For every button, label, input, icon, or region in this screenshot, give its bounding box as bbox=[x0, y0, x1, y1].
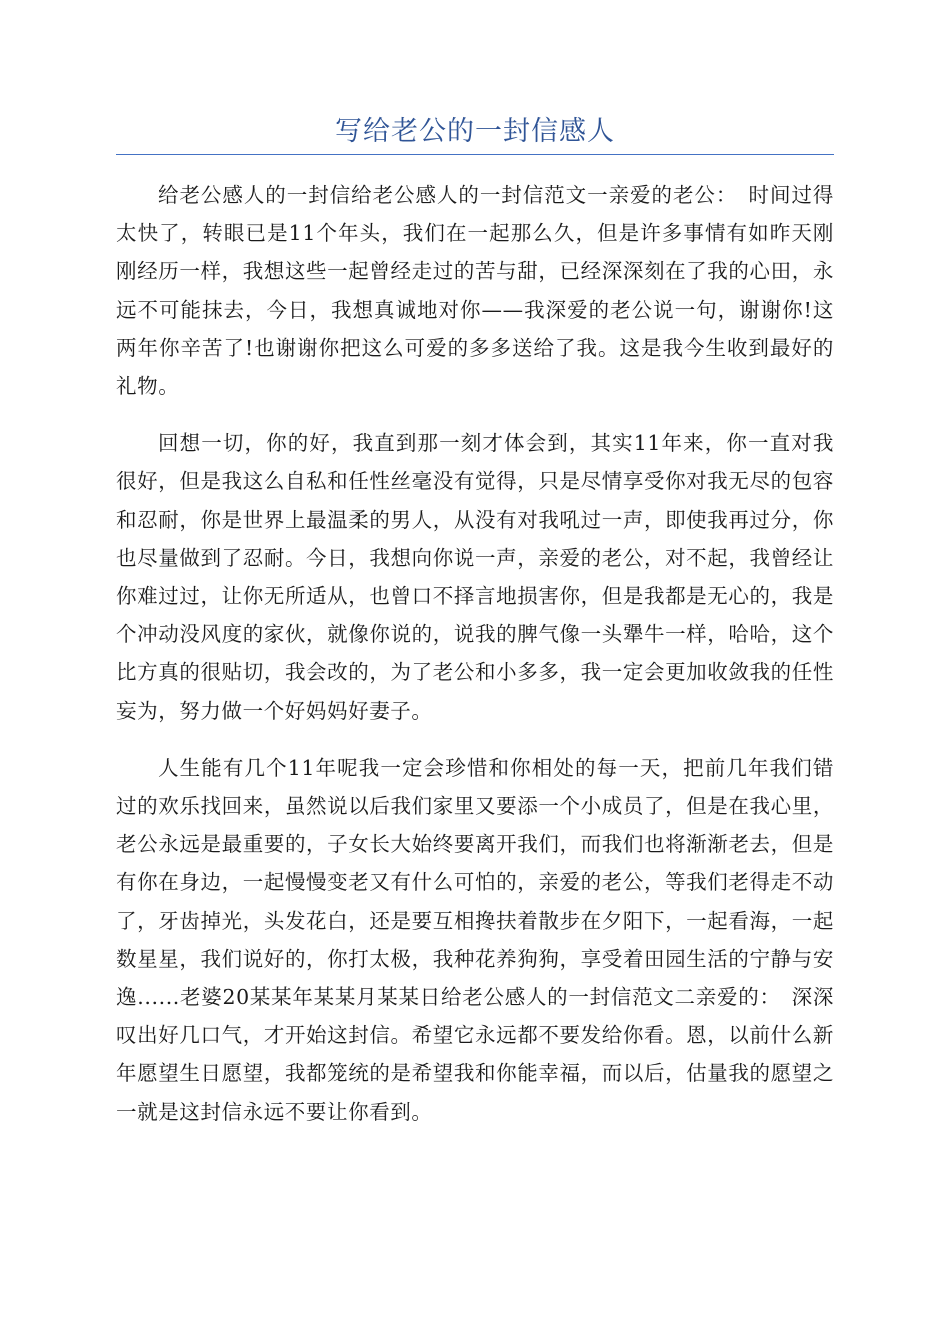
document-body bbox=[116, 176, 834, 1150]
paragraph-3: 人生能有几个11年呢我一定会珍惜和你相处的每一天，把前几年我们错过的欢乐找回来，虽然说以后我们家里又要添一个小成员了，但是在我心里，老公永远是最重要的，子女长大始终要离开我们，而我们也将渐渐老去，但是有你在身边，一起慢慢变老又有什么可怕的，亲爱的老公，等我们老得走不动了，牙齿掉光，头发花白，还是要互相搀扶着散步在夕阳下，一起看海，一起数星星，我们说好的，你打太极，我种花养狗狗，享受着田园生活的宁静与安逸......老婆20某某年某某月某某日给老公感人的一封信范文二亲爱的： 深深叹出好几口气，才开始这封信。希望它永远都不要发给你看。恩，以前什么新年愿望生日愿望，我都笼统的是希望我和你能幸福，而以后，估量我的愿望之一就是这封信永远不要让你看到。 bbox=[116, 755, 834, 1124]
title-underline bbox=[116, 154, 834, 155]
document-title: 写给老公的一封信感人 bbox=[335, 116, 615, 147]
paragraph-2: 回想一切，你的好，我直到那一刻才体会到，其实11年来，你一直对我很好，但是我这么自私和任性丝毫没有觉得，只是尽情享受你对我无尽的包容和忍耐，你是世界上最温柔的男人，从没有对我吼过一声，即使我再过分，你也尽量做到了忍耐。今日，我想向你说一声，亲爱的老公，对不起，我曾经让你难过过，让你无所适从，也曾口不择言地损害你，但是我都是无心的，我是个冲动没风度的家伙，就像你说的，说我的脾气像一头犟牛一样，哈哈，这个比方真的很贴切，我会改的，为了老公和小多多，我一定会更加收敛我的任性妄为，努力做一个好妈妈好妻子。 bbox=[116, 431, 834, 723]
paragraph-1: 给老公感人的一封信给老公感人的一封信范文一亲爱的老公： 时间过得太快了，转眼已是11个年头，我们在一起那么久，但是许多事情有如昨天刚刚经历一样，我想这些一起曾经走过的苦与甜，已经深深刻在了我的心田，永远不可能抹去，今日，我想真诚地对你——我深爱的老公说一句，谢谢你!这两年你辛苦了!也谢谢你把这么可爱的多多送给了我。这是我今生收到最好的礼物。 bbox=[116, 183, 834, 399]
